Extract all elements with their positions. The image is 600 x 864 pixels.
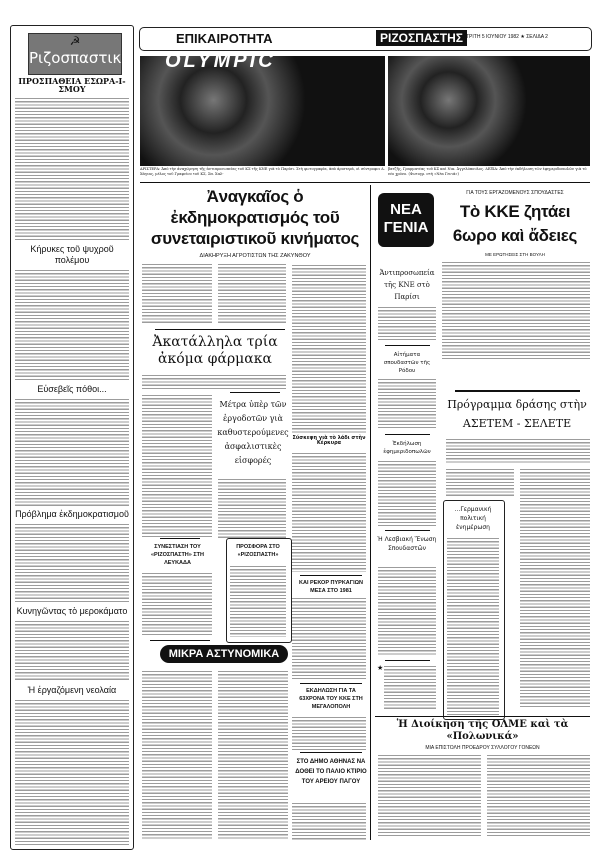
body-text: [378, 754, 481, 836]
left-column-flow: [14, 77, 130, 845]
body-text: [142, 670, 212, 840]
body-text: [378, 378, 436, 428]
body-text: [292, 597, 366, 680]
coop-headline: Ἀναγκαῖος ὁ ἐκδημοκρατισμός τοῦ συνεταιριστικοῦ κινήματος: [150, 187, 360, 248]
dateline: ΤΡΙΤΗ 5 ΙΟΥΝΙΟΥ 1982 ★ ΣΕΛΙΔΑ 2: [466, 34, 548, 40]
olme-subtitle: ΜΙΑ ΕΠΙΣΤΟΛΗ ΠΡΟΕΔΡΟΥ ΣΥΛΛΟΓΟΥ ΓΟΝΕΩΝ: [425, 745, 540, 751]
olme-headline: Ἡ Διοίκηση τῆς ΟΛΜΕ καὶ τὰ «Πολωνικά»: [396, 719, 569, 742]
offer-headline: ΠΡΟΣΦΟΡΑ ΣΤΟ «ΡΙΖΟΣΠΑΣΤΗ»: [236, 544, 280, 558]
left-subhead: Κυνηγῶντας τὸ μεροκάματο: [16, 605, 128, 616]
olme-body: [375, 754, 590, 836]
left-column-title: ΠΡΟΣΠΑΘΕΙΑ ΕΣΩΡΑ-Ι-ΣΜΟΥ: [18, 76, 126, 95]
divider: [385, 434, 430, 435]
dinner-headline: ΣΥΝΕΣΤΙΑΣΗ ΤΟΥ «ΡΙΖΟΣΠΑΣΤΗ» ΣΤΗ ΛΕΥΚΑΔΑ: [151, 544, 204, 566]
german-headline: ...Γερμανική πολιτική ἐνημέρωση: [454, 506, 492, 531]
photo-caption-left: ΑΡΙΣΤΕΡΑ: Ἀπὸ τὴν ἀναχώρηση τῆς ἀντιπροσωπείας τοῦ ΚΣ τῆς ΚΝΕ γιὰ τὸ Παρίσι. Στὴ φωτογραφία, ἀπὸ ἀριστερά, οἱ σύντροφοι Δ. Χάγιας, μέλος τοῦ Γραφείου τοῦ ΚΣ, Σπ. Χαλ-: [140, 167, 385, 176]
divider: [300, 683, 362, 684]
coop-article: [142, 186, 368, 323]
body-text: [446, 468, 514, 498]
body-text: [218, 478, 286, 538]
divider: [385, 530, 430, 531]
body-text: [15, 523, 129, 603]
rhodes-headline: Αἰτήματα σπουδαστῶν τῆς Ρόδου: [383, 352, 431, 374]
body-text: [378, 306, 436, 342]
divider: [300, 575, 362, 576]
paper-logo: ΡΙΖΟΣΠΑΣΤΗΣ: [376, 30, 467, 46]
vendors-headline: Ἐκδήλωση ἐφημεριδοπωλῶν: [383, 441, 431, 455]
divider: [455, 390, 580, 392]
police-banner: ΜΙΚΡΑ ΑΣΤΥΝΟΜΙΚΑ: [160, 645, 288, 663]
divider: [370, 185, 371, 840]
employers-headline: Μέτρα ὑπὲρ τῶν ἐργοδοτῶν γιὰ καθυστερούμενες ἀσφαλιστικὲς εἰσφορές: [217, 400, 289, 465]
body-text: [15, 97, 129, 241]
body-text: [15, 398, 129, 506]
fires-headline: ΚΑΙ ΡΕΚΟΡ ΠΥΡΚΑΓΙΩΝ ΜΕΣΑ ΣΤΟ 1981: [299, 580, 363, 594]
left-subhead: Πρόβλημα ἐκδημοκρατισμοῦ: [15, 508, 129, 519]
nea-genia-badge: ΝΕΑ ΓΕΝΙΑ: [378, 193, 434, 247]
photo-caption-right: βατζῆς, Γραμματέας τοῦ ΚΣ καὶ Νικ. Ἀγγελόπουλος. ΔΕΞΙΑ: Ἀπὸ τὴν ἐκδήλωση τῶν ἐφημεριδοπωλῶν γιὰ τὸ νέο χρόνο. (Φωτογρ. στὴ «Νέα Γενιά»): [388, 167, 587, 176]
body-text: [292, 452, 366, 572]
body-text: [446, 438, 590, 464]
body-text: [142, 263, 212, 323]
divider: [385, 345, 430, 346]
body-text: [292, 716, 366, 750]
divider: [150, 640, 210, 641]
divider: [155, 329, 285, 330]
body-text: [384, 665, 436, 710]
body-text: [142, 572, 212, 637]
body-text: [292, 802, 366, 840]
left-subhead: Κήρυκες τοῦ ψυχροῦ πολέμου: [30, 243, 114, 265]
asetem-headline: Πρόγραμμα δράσης στὴν ΑΣΕΤΕΜ - ΣΕΛΕΤΕ: [447, 398, 587, 430]
megalopoli-headline: ΕΚΔΗΛΩΣΗ ΓΙΑ ΤΑ 63ΧΡΟΝΑ ΤΟΥ ΚΚΕ ΣΤΗ ΜΕΓΑΛΟΠΟΛΗ: [299, 688, 363, 710]
divider: [375, 716, 590, 717]
body-text: [487, 754, 590, 836]
olme-article: [375, 719, 590, 836]
body-text: [447, 537, 499, 715]
body-text: [142, 394, 212, 539]
body-text: [15, 620, 129, 682]
body-text: [442, 261, 590, 361]
coop-subtitle: ΔΙΑΚΗΡΥΞΗ ΑΓΡΟΤΙΣΤΩΝ ΤΗΣ ΖΑΚΥΝΘΟΥ: [199, 253, 311, 259]
body-text: [15, 269, 129, 381]
left-subhead: Εὐσεβεῖς πόθοι...: [37, 383, 107, 394]
kke-headline: Τὸ ΚΚΕ ζητάει 6ωρο καὶ ἄδειες: [452, 202, 578, 245]
body-text: [378, 566, 436, 656]
kke-article: [439, 190, 591, 361]
divider: [300, 752, 362, 753]
areios-headline: ΣΤΟ ΔΗΜΟ ΑΘΗΝΑΣ ΝΑ ΔΟΘΕΙ ΤΟ ΠΑΛΙΟ ΚΤΙΡΙΟ ΤΟΥ ΑΡΕΙΟΥ ΠΑΓΟΥ: [295, 759, 367, 785]
oil-headline: Σύσκεψη γιὰ τὸ λάδι στὴν Κέρκυρα: [292, 435, 366, 447]
photo-kne-departure: OLYMPIC: [140, 56, 385, 166]
divider: [230, 392, 280, 393]
kke-subtitle: ΜΕ ΕΡΩΤΗΣΕΙΣ ΣΤΗ ΒΟΥΛΗ: [485, 252, 545, 257]
body-text: [15, 699, 129, 845]
lesvos-headline: Ἡ Λεσβιακή Ἕνωση Σπουδαστῶν: [377, 536, 437, 552]
divider: [160, 538, 200, 539]
star-icon: ★: [377, 664, 384, 672]
body-text: [142, 374, 286, 390]
divider: [140, 182, 590, 183]
body-text: [230, 565, 286, 637]
section-title: ΕΠΙΚΑΙΡΟΤΗΤΑ: [176, 31, 273, 46]
body-text: [520, 468, 590, 708]
left-subhead: Ἡ ἐργαζόμενη νεολαία: [27, 684, 117, 695]
body-text: [218, 263, 286, 323]
photo-vendors-event: [388, 56, 590, 166]
masthead-bar: [139, 27, 592, 51]
rizospastika-logo: ☭ Ριζοσπαστικά: [28, 33, 122, 75]
coop-body: [142, 263, 368, 323]
kke-kicker: ΓΙΑ ΤΟΥΣ ΕΡΓΑΖΟΜΕΝΟΥΣ ΣΠΟΥΔΑΣΤΕΣ: [466, 190, 564, 196]
drugs-headline: Ἀκατάλληλα τρία ἀκόμα φάρμακα: [152, 334, 278, 367]
body-text: [218, 670, 288, 840]
divider: [385, 660, 430, 661]
paris-headline: Ἀντιπροσωπεία τῆς ΚΝΕ στὸ Παρίσι: [379, 269, 435, 301]
hammer-sickle-icon: ☭: [69, 34, 81, 48]
body-text: [378, 460, 436, 528]
